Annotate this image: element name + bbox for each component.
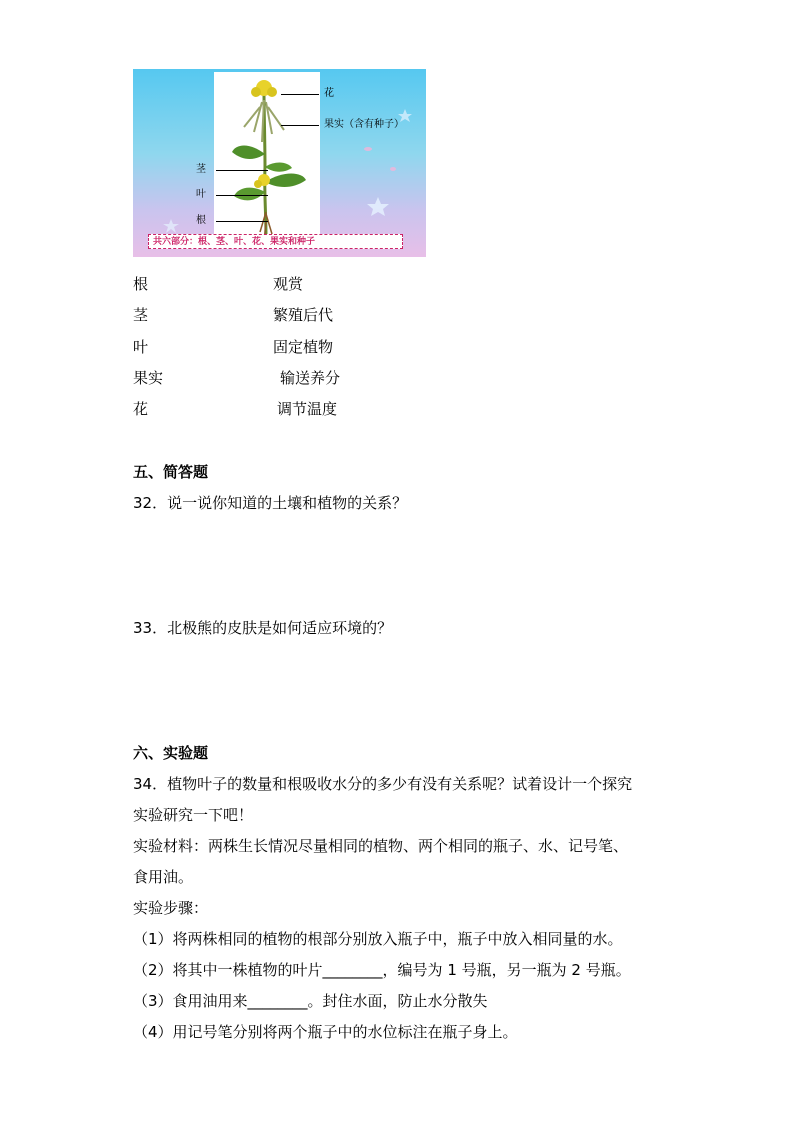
star-decoration: [367, 197, 389, 216]
label-flower: 花: [324, 88, 334, 99]
question-34-line: 34．植物叶子的数量和根吸收水分的多少有没有关系呢？试着设计一个探究: [133, 775, 633, 793]
match-left-item: 根: [133, 275, 149, 293]
match-right-item: 繁殖后代: [273, 306, 334, 324]
question-34-line: 实验研究一下吧！: [133, 806, 254, 824]
materials-line: 实验材料：两株生长情况尽量相同的植物、两个相同的瓶子、水、记号笔、: [133, 837, 629, 855]
match-right-item: 固定植物: [273, 338, 334, 356]
step-2: （2）将其中一株植物的叶片________，编号为 1 号瓶，另一瓶为 2 号瓶。: [133, 961, 631, 979]
match-right-item: 输送养分: [280, 369, 341, 387]
label-root: 根: [196, 215, 206, 226]
match-left-item: 花: [133, 400, 149, 418]
label-fruit: 果实（含有种子）: [324, 119, 404, 130]
label-leaf: 叶: [196, 189, 206, 200]
match-left-item: 叶: [133, 338, 149, 356]
match-left-item: 果实: [133, 369, 164, 387]
steps-title: 实验步骤：: [133, 899, 209, 917]
plant-illustration: [214, 72, 320, 244]
figure-caption: 共六部分：根、茎、叶、花、果实和种子: [148, 234, 403, 249]
plant-structure-figure: [133, 69, 426, 257]
star-decoration: [163, 219, 179, 233]
step-4: （4）用记号笔分别将两个瓶子中的水位标注在瓶子身上。: [133, 1023, 518, 1041]
match-right-item: 调节温度: [277, 400, 338, 418]
step-1: （1）将两株相同的植物的根部分别放入瓶子中，瓶子中放入相同量的水。: [133, 930, 623, 948]
match-right-item: 观赏: [273, 275, 304, 293]
match-left-item: 茎: [133, 306, 149, 324]
label-stem: 茎: [196, 164, 206, 175]
section-title: 五、简答题: [133, 463, 209, 481]
question-32: 32．说一说你知道的土壤和植物的关系？: [133, 494, 408, 512]
petal-decoration: [364, 147, 372, 151]
materials-line: 食用油。: [133, 868, 194, 886]
question-33: 33．北极熊的皮肤是如何适应环境的？: [133, 619, 393, 637]
plant-panel: [214, 72, 320, 244]
step-3: （3）食用油用来________。封住水面，防止水分散失: [133, 992, 488, 1010]
petal-decoration: [390, 167, 396, 171]
section-title: 六、实验题: [133, 744, 209, 762]
